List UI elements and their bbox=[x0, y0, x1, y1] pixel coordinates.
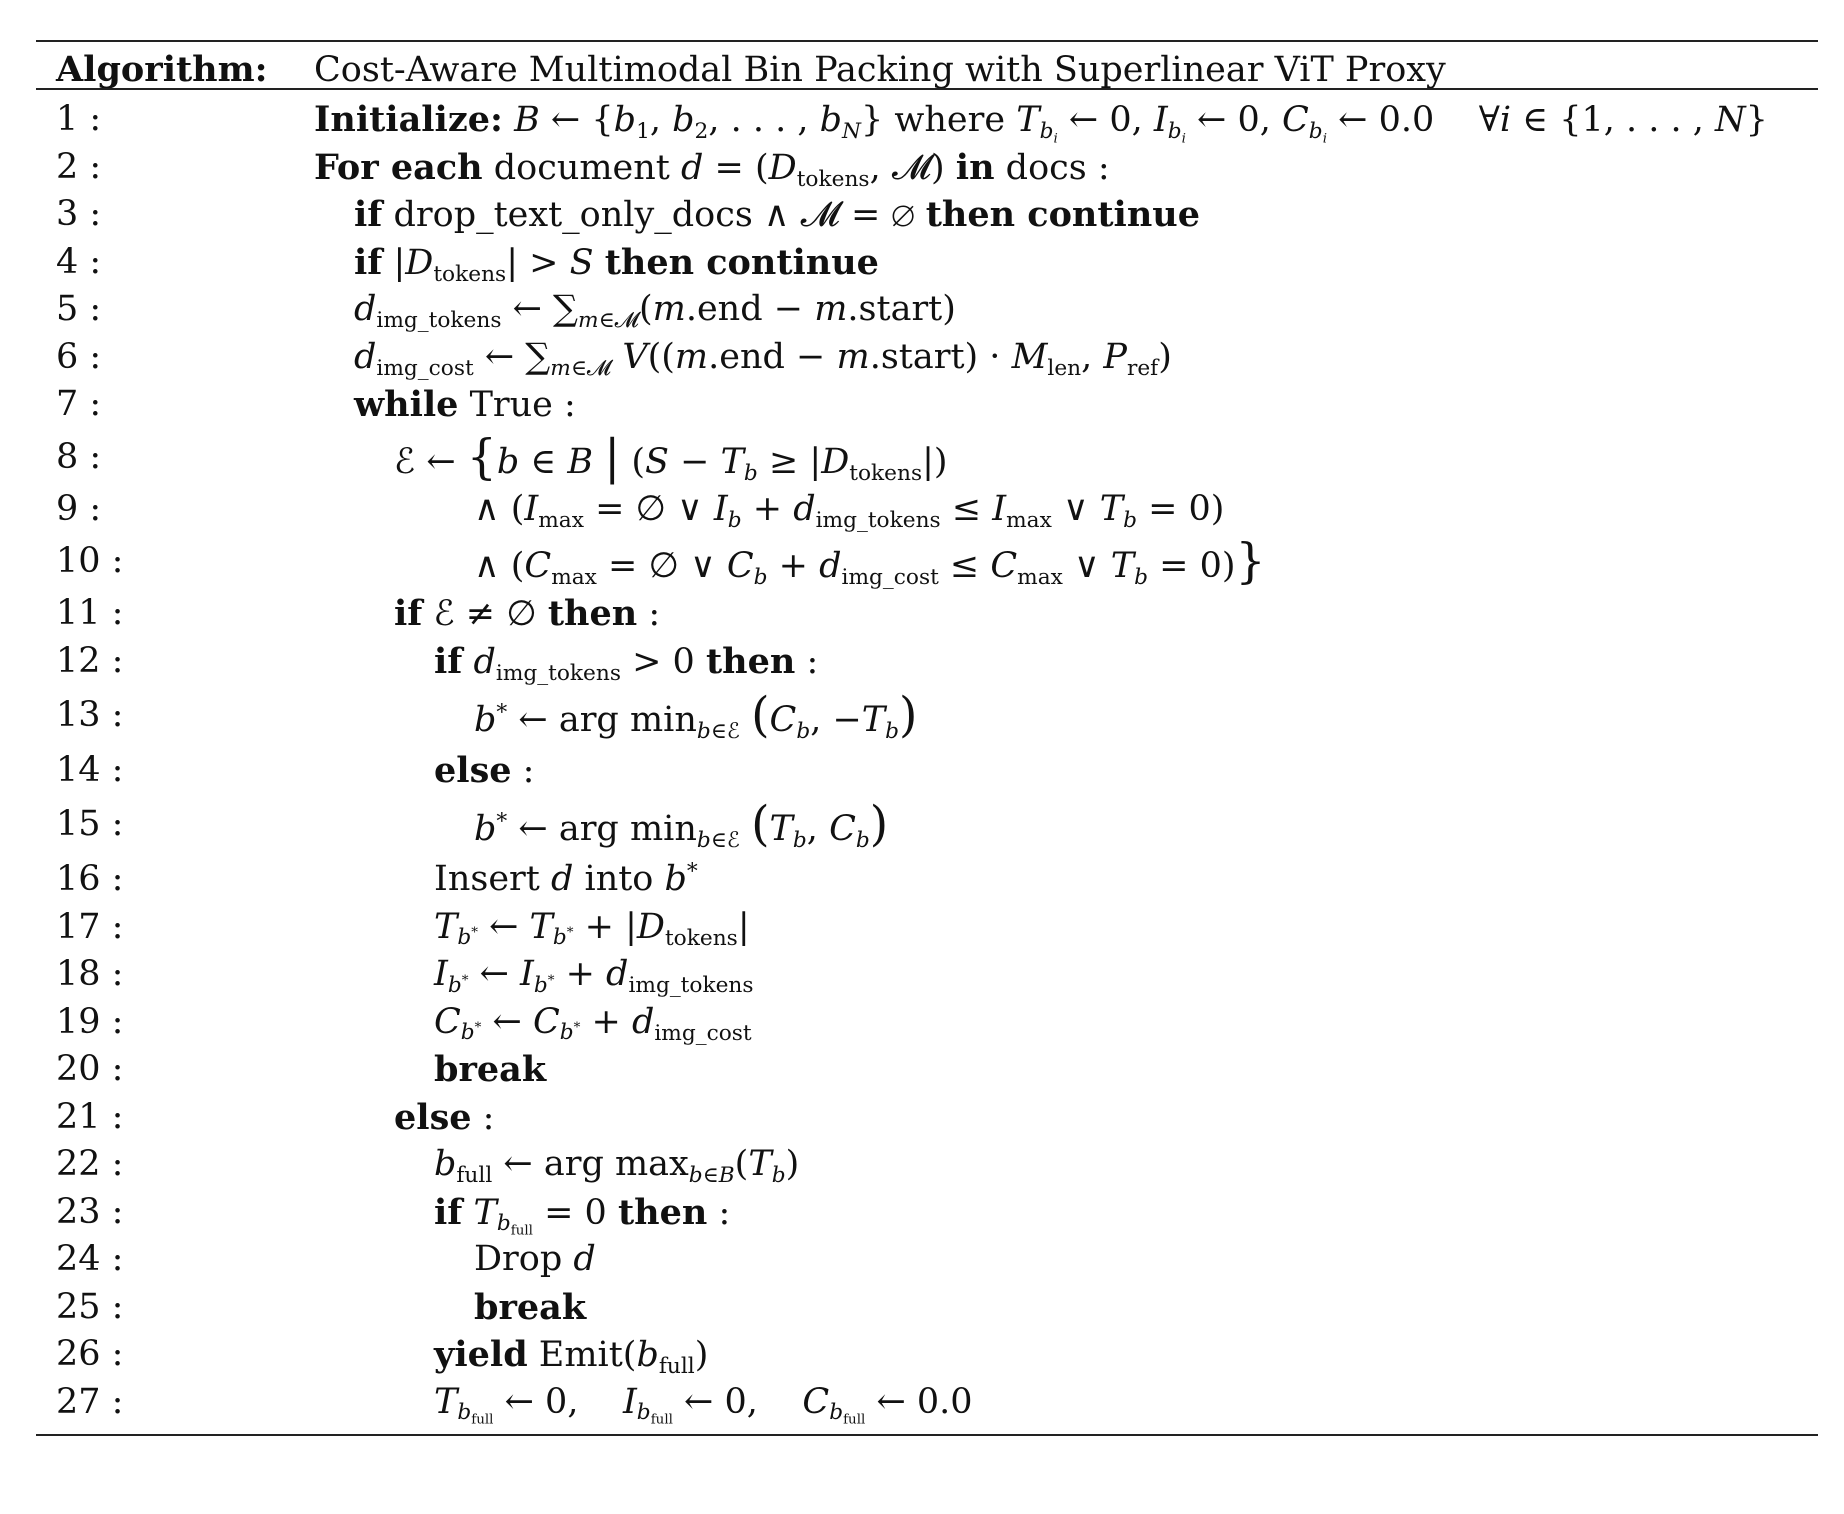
line-text: $d_{img\_tokens}$ ← $\sum_{m\in 𝓜}(m.end$ − m.start) bbox=[354, 289, 956, 333]
line-text: b* ← arg $\min_{b\in ℰ} (T_b$, $C_b$) bbox=[474, 797, 889, 854]
line-text: ∧ ($C_{max}$ = ∅ ∨ $C_b + d_{img\_cost} \le C_{max}$ ∨ $T_b = 0$)} bbox=[474, 534, 1266, 590]
line-number: 8 : bbox=[56, 436, 102, 477]
line-number: 4 : bbox=[56, 241, 102, 282]
line-text: break bbox=[474, 1286, 587, 1328]
algorithm-line bbox=[36, 286, 1818, 334]
line-text: if $|D_{tokens}| > S$ then continue bbox=[354, 241, 879, 287]
algorithm-line bbox=[36, 1046, 1818, 1094]
line-number: 27 : bbox=[56, 1381, 124, 1422]
algorithm-line bbox=[36, 144, 1818, 192]
top-rule bbox=[36, 40, 1818, 42]
line-number: 14 : bbox=[56, 749, 124, 790]
algorithm-line bbox=[36, 239, 1818, 287]
algorithm-line bbox=[36, 429, 1818, 486]
algorithm-line bbox=[36, 638, 1818, 686]
line-text: ∧ ($I_{max}$ = ∅ ∨ $I_b + d_{img\_tokens} \le I_{max}$ ∨ $T_b = 0$) bbox=[474, 488, 1225, 533]
line-text: $C_{b^*}$ ← $C_{b^*} + d_{img\_cost}$ bbox=[434, 1001, 752, 1046]
line-text: $d_{img\_cost}$ ← $\sum_{m\in 𝓜}$ V((m.end − m.start) · $M_{len}$, $P_{ref}$) bbox=[354, 336, 1172, 381]
line-number: 11 : bbox=[56, 593, 124, 633]
algorithm-line bbox=[36, 1284, 1818, 1332]
line-text: $T_{b^*}$ ← $T_{b^*} + |D_{tokens}|$ bbox=[434, 906, 750, 951]
line-number: 7 : bbox=[56, 384, 102, 424]
algorithm-line bbox=[36, 334, 1818, 382]
algorithm-line bbox=[36, 794, 1818, 856]
line-text: while True : bbox=[354, 384, 576, 425]
line-text: Insert d into b* bbox=[434, 859, 698, 899]
line-text: break bbox=[434, 1049, 547, 1090]
line-number: 24 : bbox=[56, 1239, 124, 1279]
line-number: 26 : bbox=[56, 1334, 124, 1374]
line-number: 5 : bbox=[56, 289, 102, 329]
line-number: 15 : bbox=[56, 804, 124, 845]
line-text: ℰ ← {b ∈ B | $(S - T_b \ge |D_{tokens}|)$ bbox=[394, 429, 948, 486]
algorithm-line bbox=[36, 533, 1818, 590]
line-text: For each document $d = (D_{tokens}$, 𝓜) in docs : bbox=[314, 146, 1110, 192]
algorithm-line bbox=[36, 381, 1818, 429]
line-text: Drop d bbox=[474, 1239, 596, 1279]
line-text: b* ← arg $\min_{b\in ℰ} (C_b$, $-T_b$) bbox=[474, 688, 918, 744]
algorithm-line bbox=[36, 1094, 1818, 1142]
line-number: 19 : bbox=[56, 1001, 124, 1042]
line-text: yield $Emit(b_{full})$ bbox=[434, 1334, 709, 1379]
line-number: 3 : bbox=[56, 194, 102, 234]
line-text: else : bbox=[434, 749, 535, 791]
line-text: $I_{b^*}$ ← $I_{b^*} + d_{img\_tokens}$ bbox=[434, 954, 754, 998]
line-number: 18 : bbox=[56, 954, 124, 994]
algorithm-line bbox=[36, 747, 1818, 795]
header-rule bbox=[36, 88, 1818, 90]
algorithm-line bbox=[36, 191, 1818, 239]
line-number: 16 : bbox=[56, 859, 124, 899]
line-number: 1 : bbox=[56, 99, 102, 139]
algorithm-line bbox=[36, 1141, 1818, 1189]
line-text: else : bbox=[394, 1096, 495, 1138]
line-number: 10 : bbox=[56, 541, 124, 581]
line-number: 6 : bbox=[56, 336, 102, 377]
algorithm-title: Cost-Aware Multimodal Bin Packing with Superlinear ViT Proxy bbox=[314, 50, 1446, 90]
line-number: 17 : bbox=[56, 906, 124, 947]
algorithm-line bbox=[36, 590, 1818, 638]
algorithm-line bbox=[36, 904, 1818, 952]
line-number: 13 : bbox=[56, 695, 124, 735]
algorithm-label: Algorithm: bbox=[56, 49, 268, 90]
algorithm-line bbox=[36, 1331, 1818, 1379]
line-text: if $d_{img\_tokens} > 0$ then : bbox=[434, 640, 819, 686]
line-number: 2 : bbox=[56, 146, 102, 187]
line-number: 21 : bbox=[56, 1096, 124, 1137]
line-number: 22 : bbox=[56, 1144, 124, 1184]
line-text: $b_{full}$ ← arg $\max_{b\in B}(T_b)$ bbox=[434, 1144, 800, 1188]
line-text: if drop_text_only_docs ∧ 𝓜 = ∅ then continue bbox=[354, 194, 1200, 235]
algorithm-line bbox=[36, 1236, 1818, 1284]
line-text: $T_{b_{full}}$ ← 0, $I_{b_{full}}$ ← 0, $C_{b_{full}}$ ← 0.0 bbox=[434, 1381, 973, 1428]
line-number: 25 : bbox=[56, 1286, 124, 1327]
line-number: 23 : bbox=[56, 1191, 124, 1232]
line-text: if $T_{b_{full}} = 0$ then : bbox=[434, 1191, 731, 1239]
line-number: 12 : bbox=[56, 640, 124, 681]
line-number: 9 : bbox=[56, 488, 102, 529]
algorithm-line bbox=[36, 856, 1818, 904]
algorithm-line bbox=[36, 486, 1818, 534]
algorithm-line bbox=[36, 685, 1818, 747]
algorithm-line bbox=[36, 999, 1818, 1047]
algorithm-line bbox=[36, 96, 1818, 147]
bottom-rule bbox=[36, 1434, 1818, 1436]
line-text: if ℰ ≠ ∅ then : bbox=[394, 593, 661, 634]
line-number: 20 : bbox=[56, 1049, 124, 1089]
algorithm-line bbox=[36, 1189, 1818, 1237]
algorithm-line bbox=[36, 1379, 1818, 1427]
algorithm-line bbox=[36, 951, 1818, 999]
line-text: Initialize: B ← {$b_1$, $b_2$, . . . , $b_N$} where $T_{b_i}$ ← 0, $I_{b_i}$ ← 0, $C_{b_i}$ ← 0.0 ∀i ∈ {1, . . . , N} bbox=[314, 99, 1768, 147]
